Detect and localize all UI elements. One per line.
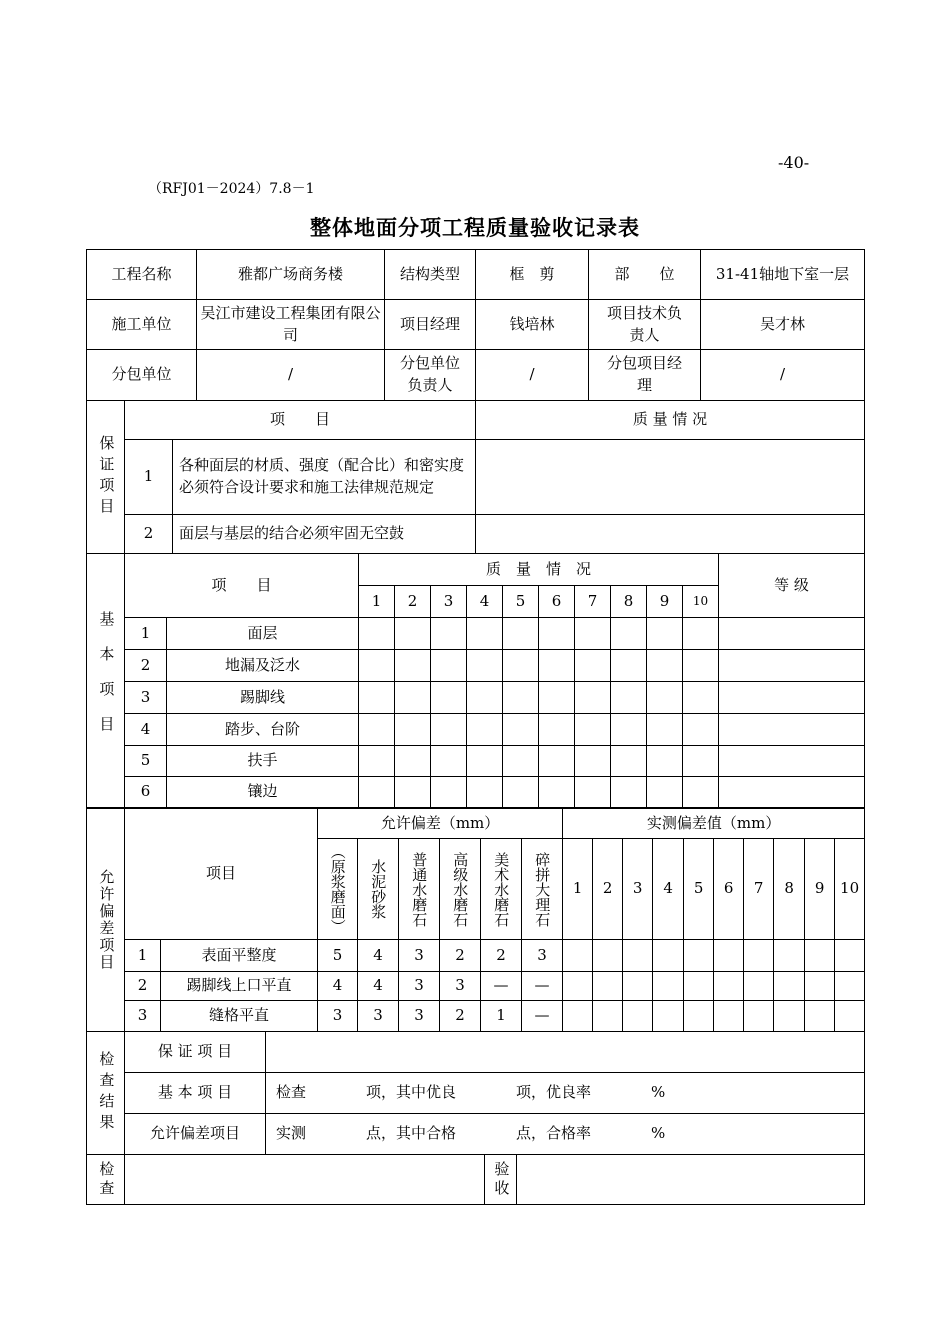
- allow-col-header: 普通水磨石: [410, 851, 429, 927]
- allow-value: 1: [481, 1001, 522, 1032]
- basic-col-header: 2: [395, 586, 431, 618]
- basic-row: [87, 650, 865, 682]
- guarantee-table: [86, 400, 865, 554]
- basic-item-name: 踢脚线: [167, 682, 359, 714]
- footer-table: [86, 1154, 865, 1205]
- tolerance-item-no: 2: [125, 972, 161, 1001]
- allow-col-header: 美术水磨石: [492, 851, 511, 927]
- tolerance-row: [87, 940, 865, 972]
- basic-item-no: 4: [125, 714, 167, 746]
- result-guarantee-label: 保 证 项 目: [125, 1032, 266, 1073]
- sub-label: 分包单位: [87, 350, 197, 401]
- allow-col-header: （原浆磨面）: [328, 844, 347, 934]
- tolerance-table: [86, 808, 865, 1032]
- accept-label: 验收: [492, 1160, 511, 1199]
- basic-col-header: 10: [683, 586, 719, 618]
- basic-quality-header: 质 量 情 况: [359, 554, 719, 586]
- basic-row: [87, 777, 865, 808]
- basic-item-name: 踏步、台阶: [167, 714, 359, 746]
- basic-table: [86, 553, 865, 808]
- basic-col-header: 1: [359, 586, 395, 618]
- basic-item-no: 2: [125, 650, 167, 682]
- sub-head-label: 分包单位负责人: [385, 350, 476, 401]
- structure-type-value: 框 剪: [476, 250, 589, 300]
- measured-col-header: 9: [805, 839, 835, 940]
- basic-row: [87, 682, 865, 714]
- basic-item-name: 镶边: [167, 777, 359, 808]
- measured-col-header: 10: [835, 839, 865, 940]
- sub-pm-value: /: [701, 350, 865, 401]
- allow-value: —: [522, 972, 563, 1001]
- basic-col-header: 4: [467, 586, 503, 618]
- tech-lead-label: 项目技术负责人: [589, 300, 701, 350]
- measured-col-header: 6: [714, 839, 744, 940]
- basic-item-header: 项 目: [125, 554, 359, 618]
- tolerance-item-no: 3: [125, 1001, 161, 1032]
- basic-row: [87, 618, 865, 650]
- guarantee-item-text: 各种面层的材质、强度（配合比）和密实度必须符合设计要求和施工法律规范规定: [173, 440, 476, 515]
- measured-col-header: 4: [653, 839, 684, 940]
- basic-item-no: 6: [125, 777, 167, 808]
- allow-value: 3: [318, 1001, 358, 1032]
- pm-label: 项目经理: [385, 300, 476, 350]
- contractor-label: 施工单位: [87, 300, 197, 350]
- guarantee-item-no: 1: [125, 440, 173, 515]
- allow-value: 2: [481, 940, 522, 972]
- basic-item-no: 3: [125, 682, 167, 714]
- allow-value: 4: [318, 972, 358, 1001]
- basic-col-header: 5: [503, 586, 539, 618]
- result-tol-label: 允许偏差项目: [125, 1114, 266, 1155]
- allow-value: 2: [440, 1001, 481, 1032]
- sub-pm-label: 分包项目经 理: [589, 350, 701, 401]
- pm-value: 钱培林: [476, 300, 589, 350]
- measured-col-header: 7: [744, 839, 774, 940]
- header-table: [86, 249, 865, 401]
- position-label: 部 位: [589, 250, 701, 300]
- guarantee-section-label: 保证项目: [97, 435, 116, 519]
- allow-value: 4: [358, 940, 399, 972]
- result-section-label: 检查结果: [97, 1051, 116, 1135]
- basic-col-header: 8: [611, 586, 647, 618]
- measured-col-header: 8: [774, 839, 805, 940]
- tech-lead-value: 吴才林: [701, 300, 865, 350]
- basic-col-header: 3: [431, 586, 467, 618]
- allow-value: 3: [399, 1001, 440, 1032]
- measured-col-header: 3: [623, 839, 653, 940]
- basic-col-header: 6: [539, 586, 575, 618]
- guarantee-quality-cell[interactable]: [476, 515, 865, 554]
- allow-value: 4: [358, 972, 399, 1001]
- sub-head-value: /: [476, 350, 589, 401]
- document-number: （RFJ01－2024）7.8－1: [148, 181, 315, 197]
- result-table: [86, 1031, 865, 1155]
- project-name-value: 雅都广场商务楼: [197, 250, 385, 300]
- tolerance-allow-header: 允许偏差（mm）: [318, 809, 563, 839]
- structure-type-label: 结构类型: [385, 250, 476, 300]
- allow-value: 2: [440, 940, 481, 972]
- result-guarantee-value[interactable]: [266, 1032, 865, 1073]
- tolerance-row: [87, 1001, 865, 1032]
- allow-value: 3: [358, 1001, 399, 1032]
- allow-value: 3: [522, 940, 563, 972]
- allow-value: 3: [399, 940, 440, 972]
- basic-col-header: 7: [575, 586, 611, 618]
- sub-value: /: [197, 350, 385, 401]
- guarantee-quality-cell[interactable]: [476, 440, 865, 515]
- tolerance-item-no: 1: [125, 940, 161, 972]
- basic-grade-header: 等 级: [719, 554, 865, 618]
- allow-value: 3: [399, 972, 440, 1001]
- basic-item-name: 面层: [167, 618, 359, 650]
- guarantee-item-no: 2: [125, 515, 173, 554]
- basic-section-label: 基本项目: [97, 610, 116, 751]
- check-label: 检查: [97, 1160, 116, 1199]
- guarantee-quality-header: 质 量 情 况: [476, 401, 865, 440]
- allow-value: 5: [318, 940, 358, 972]
- contractor-value: 吴江市建设工程集团有限公司: [197, 300, 385, 350]
- basic-item-no: 1: [125, 618, 167, 650]
- result-tol-text: 实测 点，其中合格 点，合格率 %: [266, 1114, 865, 1155]
- tolerance-measured-header: 实测偏差值（mm）: [563, 809, 865, 839]
- basic-item-name: 扶手: [167, 746, 359, 777]
- allow-col-header: 水泥砂浆: [369, 859, 388, 919]
- allow-value: —: [481, 972, 522, 1001]
- guarantee-item-header: 项 目: [125, 401, 476, 440]
- tolerance-item-header: 项目: [125, 809, 318, 940]
- tolerance-item-name: 表面平整度: [161, 940, 318, 972]
- measured-col-header: 2: [593, 839, 623, 940]
- allow-value: —: [522, 1001, 563, 1032]
- tolerance-section-label: 允许偏差项目: [97, 869, 116, 971]
- page-title: 整体地面分项工程质量验收记录表: [310, 215, 640, 240]
- allow-value: 3: [440, 972, 481, 1001]
- result-basic-text: 检查 项，其中优良 项，优良率 %: [266, 1073, 865, 1114]
- measured-col-header: 5: [684, 839, 714, 940]
- position-value: 31-41轴地下室一层: [701, 250, 865, 300]
- measured-col-header: 1: [563, 839, 593, 940]
- page-number: -40-: [778, 153, 810, 172]
- tolerance-row: [87, 972, 865, 1001]
- result-basic-label: 基 本 项 目: [125, 1073, 266, 1114]
- tolerance-item-name: 踢脚线上口平直: [161, 972, 318, 1001]
- basic-row: [87, 714, 865, 746]
- allow-col-header: 高级水磨石: [451, 851, 470, 927]
- basic-item-no: 5: [125, 746, 167, 777]
- basic-col-header: 9: [647, 586, 683, 618]
- project-name-label: 工程名称: [87, 250, 197, 300]
- check-signature-cell[interactable]: [125, 1155, 485, 1205]
- tolerance-item-name: 缝格平直: [161, 1001, 318, 1032]
- allow-col-header: 碎拼大理石: [533, 851, 552, 927]
- accept-signature-cell[interactable]: [517, 1155, 865, 1205]
- basic-row: [87, 746, 865, 777]
- basic-item-name: 地漏及泛水: [167, 650, 359, 682]
- guarantee-item-text: 面层与基层的结合必须牢固无空鼓: [173, 515, 476, 554]
